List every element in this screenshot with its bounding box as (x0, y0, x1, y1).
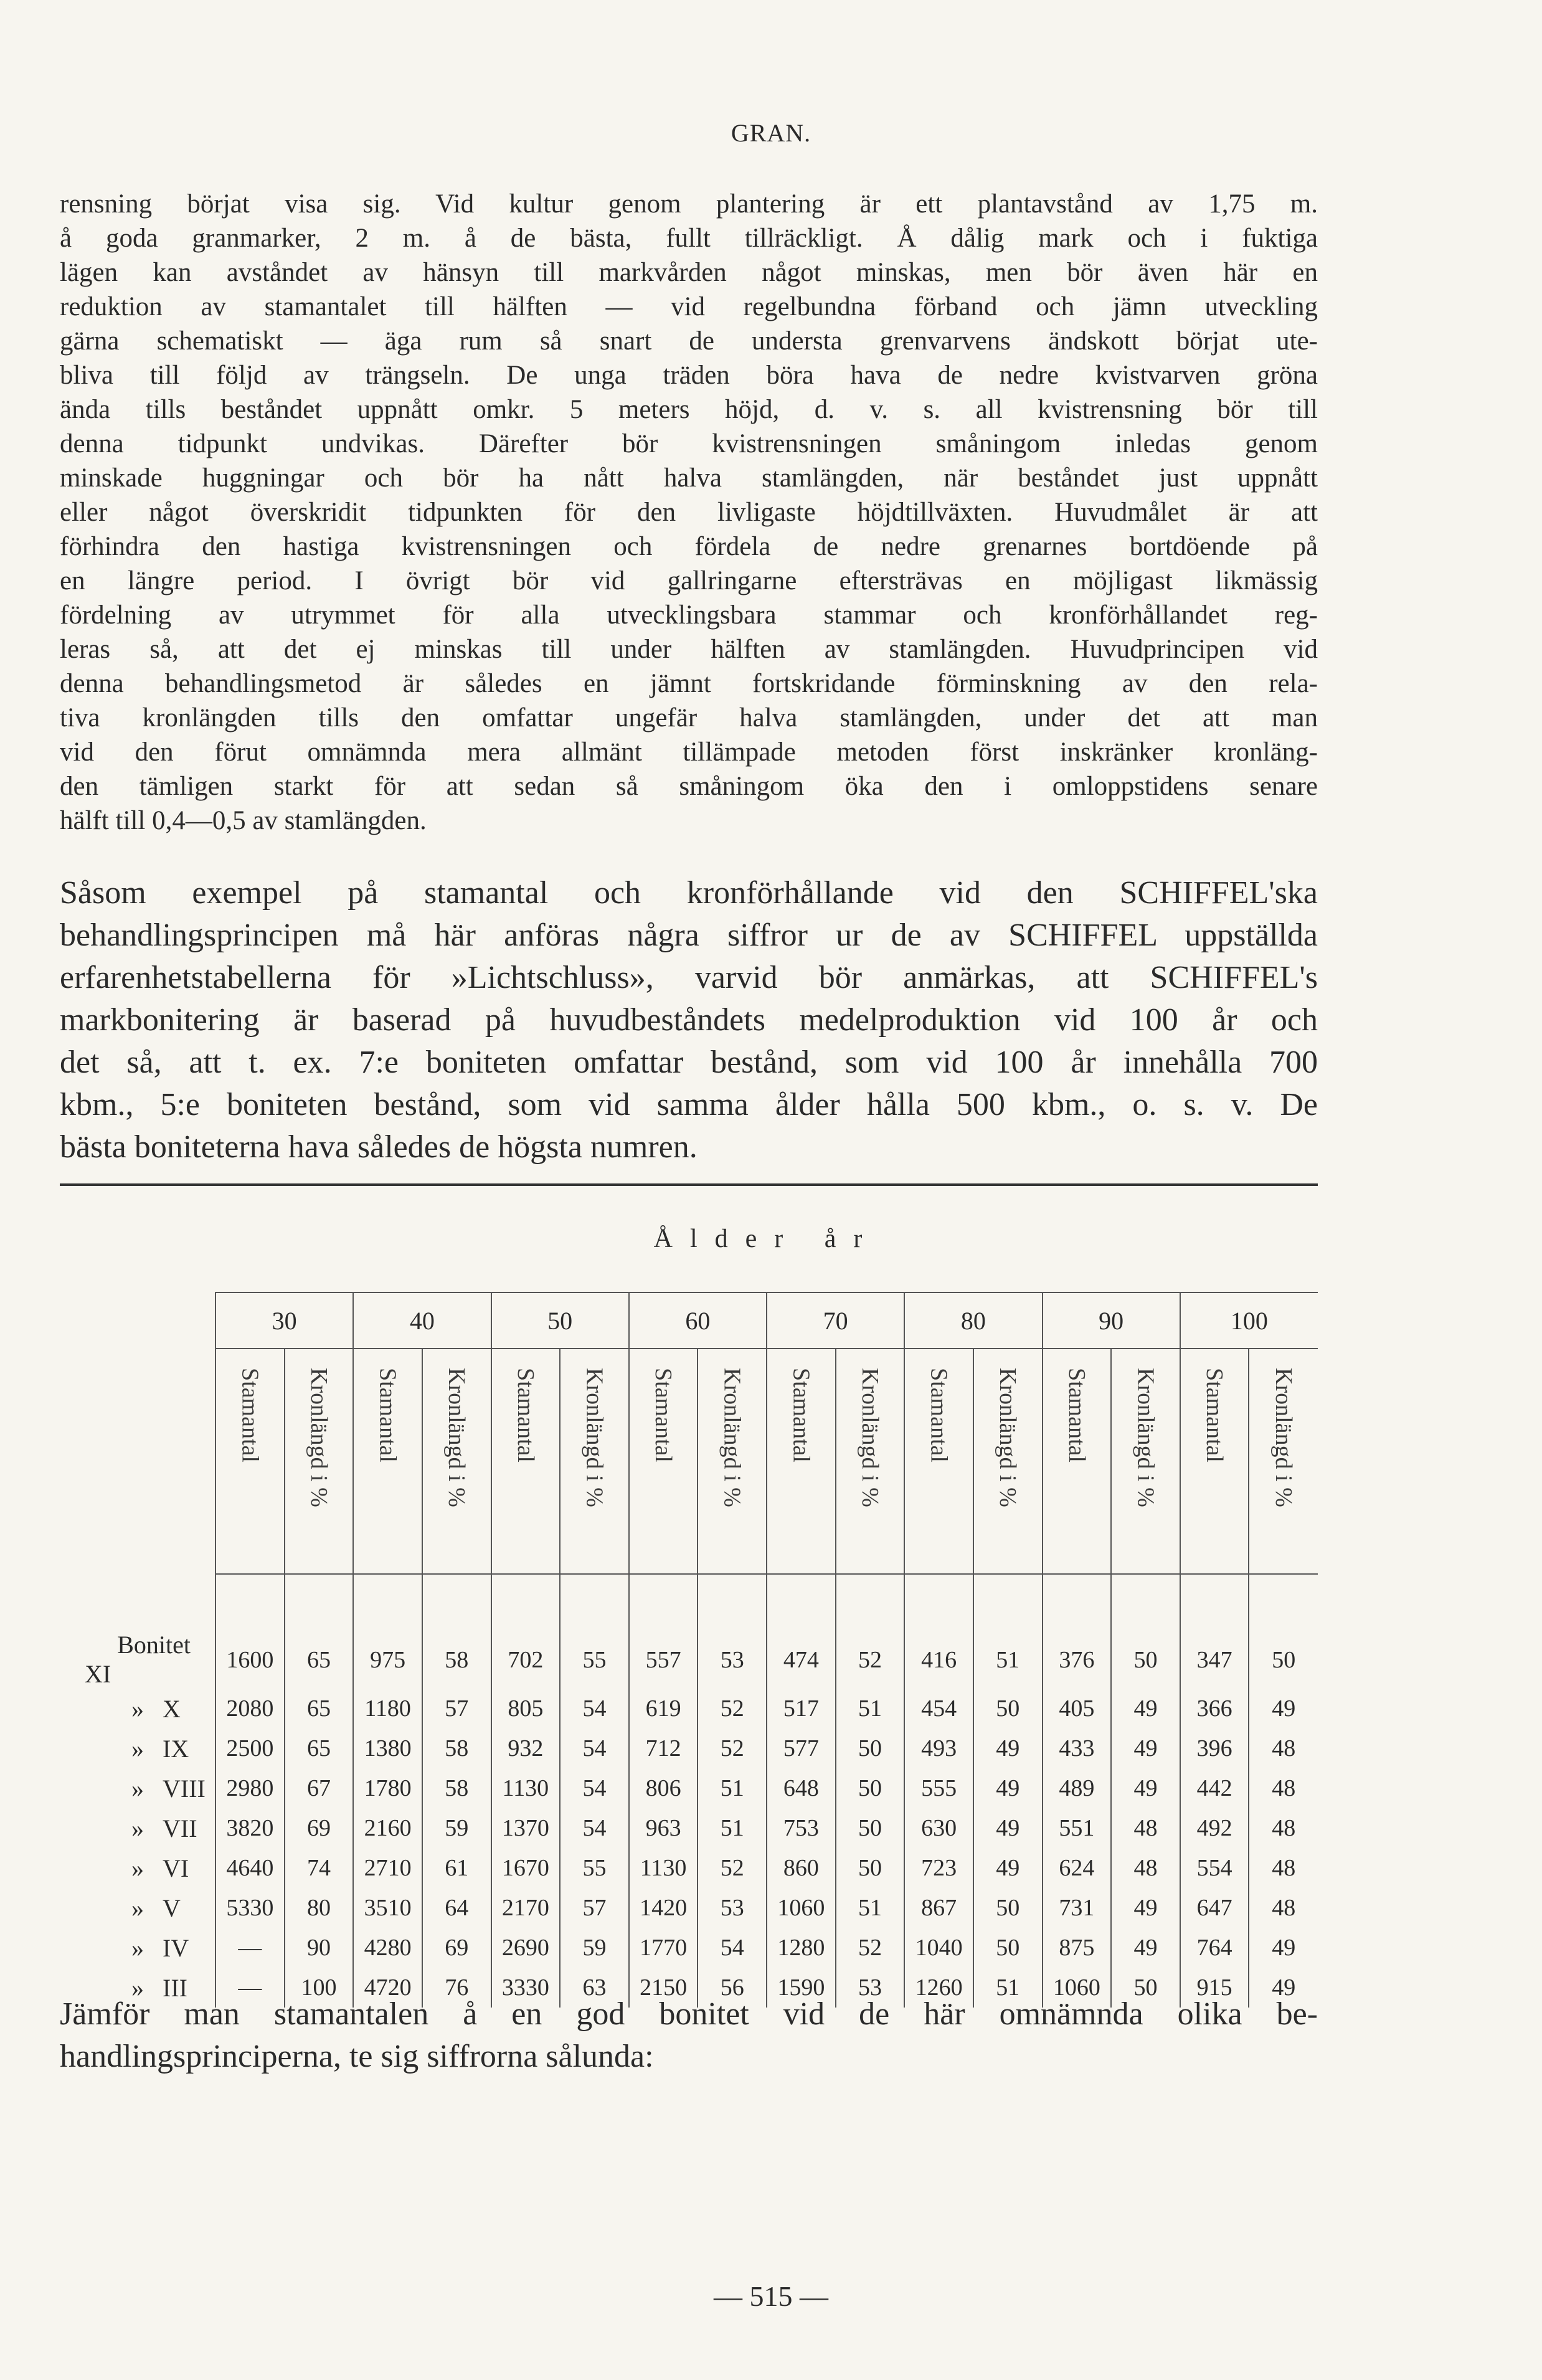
stamantal-value: 2980 (215, 1768, 285, 1808)
paragraph-3 (60, 1993, 1318, 2078)
table-row (60, 1728, 1318, 1768)
kronlangd-value: 53 (698, 1888, 767, 1928)
stamantal-value: 1600 (215, 1574, 285, 1689)
stamantal-value: 2500 (215, 1728, 285, 1768)
bonitet-class: VI (163, 1854, 189, 1882)
kronlangd-value: 50 (836, 1768, 905, 1808)
table-row (60, 1574, 1318, 1689)
stamantal-value: 630 (904, 1808, 973, 1848)
age-40: 40 (353, 1292, 491, 1349)
bonitet-class: VII (163, 1814, 197, 1842)
stamantal-value: 1130 (629, 1848, 698, 1888)
stamantal-value: 577 (767, 1728, 836, 1768)
kronlangd-value: 50 (1249, 1574, 1318, 1689)
kronlangd-value: 54 (560, 1728, 629, 1768)
column-stamantal: Stamantal (1063, 1368, 1090, 1463)
page-number: — 515 — (714, 2280, 828, 2312)
age-100: 100 (1180, 1292, 1318, 1349)
age-50: 50 (491, 1292, 629, 1349)
stamantal-value: 454 (904, 1689, 973, 1728)
stamantal-value: 442 (1180, 1768, 1249, 1808)
stamantal-value: 1590 (767, 1968, 836, 2008)
stamantal-value: 474 (767, 1574, 836, 1689)
kronlangd-value: 49 (1111, 1689, 1180, 1728)
kronlangd-value: 48 (1249, 1728, 1318, 1768)
kronlangd-value: 100 (285, 1968, 354, 2008)
kronlangd-value: 53 (698, 1574, 767, 1689)
kronlangd-value: 50 (836, 1728, 905, 1768)
kronlangd-value: 49 (1111, 1888, 1180, 1928)
kronlangd-value: 49 (1111, 1728, 1180, 1768)
stamantal-value: 4280 (353, 1928, 422, 1968)
kronlangd-value: 50 (1111, 1968, 1180, 2008)
kronlangd-value: 48 (1249, 1888, 1318, 1928)
stamantal-value: 1770 (629, 1928, 698, 1968)
kronlangd-value: 51 (698, 1768, 767, 1808)
stamantal-value: 3330 (491, 1968, 561, 2008)
stamantal-value: 1060 (767, 1888, 836, 1928)
kronlangd-value: 49 (973, 1848, 1043, 1888)
kronlangd-value: 58 (422, 1768, 491, 1808)
kronlangd-value: 51 (698, 1808, 767, 1848)
kronlangd-value: 49 (1111, 1768, 1180, 1808)
stamantal-value: 1180 (353, 1689, 422, 1728)
stamantal-value: 647 (1180, 1888, 1249, 1928)
row-prefix: » (131, 1814, 144, 1842)
stamantal-value: 932 (491, 1728, 561, 1768)
kronlangd-value: 67 (285, 1768, 354, 1808)
stamantal-value: 366 (1180, 1689, 1249, 1728)
text-line: Såsom exempel på stamantal och kronförhållande vid den SCHIFFEL'ska (60, 875, 1318, 911)
column-stamantal: Stamantal (374, 1368, 401, 1463)
page-header: GRAN. (731, 119, 811, 147)
age-70: 70 (767, 1292, 904, 1349)
kronlangd-value: 54 (560, 1808, 629, 1848)
stamantal-value: 963 (629, 1808, 698, 1848)
kronlangd-value: 51 (836, 1888, 905, 1928)
stamantal-value: 2150 (629, 1968, 698, 2008)
stamantal-value: 517 (767, 1689, 836, 1728)
stamantal-value: 1260 (904, 1968, 973, 2008)
kronlangd-value: 52 (836, 1928, 905, 1968)
kronlangd-value: 49 (973, 1808, 1043, 1848)
text-line: hälft till 0,4—0,5 av stamlängden. (60, 806, 427, 835)
kronlangd-value: 52 (836, 1574, 905, 1689)
age-80: 80 (904, 1292, 1042, 1349)
text-line: eller något överskridit tidpunkten för den livligaste höjdtillväxten. Huvudmålet är att (60, 498, 1318, 527)
text-line: bliva till följd av trängseln. De unga träden böra hava de nedre kvistvarven gröna (60, 361, 1318, 390)
text-line: minskade huggningar och bör ha nått halva stamlängden, när beståndet just uppnått (60, 463, 1318, 493)
text-line: lägen kan avståndet av hänsyn till markvården något minskas, men bör även här en (60, 258, 1318, 287)
stamantal-value: — (215, 1928, 285, 1968)
stamantal-value: 493 (904, 1728, 973, 1768)
paragraph-2 (60, 872, 1318, 1169)
row-prefix: » (131, 1894, 144, 1922)
text-line: gärna schematiskt — äga rum så snart de understa grenvarvens ändskott börjat ute- (60, 326, 1318, 356)
kronlangd-value: 56 (698, 1968, 767, 2008)
bonitet-class: XI (85, 1660, 111, 1688)
stamantal-value: 1130 (491, 1768, 561, 1808)
text-line: leras så, att det ej minskas till under hälften av stamlängden. Huvudprincipen vid (60, 635, 1318, 664)
column-stamantal: Stamantal (512, 1368, 539, 1463)
stamantal-value: 4640 (215, 1848, 285, 1888)
stamantal-value: 489 (1043, 1768, 1112, 1808)
paragraph-1 (60, 187, 1318, 838)
table (60, 1186, 1318, 2008)
text-line: det så, att t. ex. 7:e boniteten omfattar bestånd, som vid 100 år innehålla 700 (60, 1045, 1318, 1080)
kronlangd-value: 65 (285, 1574, 354, 1689)
kronlangd-value: 48 (1249, 1808, 1318, 1848)
kronlangd-value: 61 (422, 1848, 491, 1888)
kronlangd-value: 64 (422, 1888, 491, 1928)
stamantal-value: 624 (1043, 1848, 1112, 1888)
kronlangd-value: 54 (560, 1689, 629, 1728)
column-kronlangd: Kronlängd i % (581, 1368, 608, 1507)
kronlangd-value: 59 (560, 1928, 629, 1968)
stamantal-value: 1380 (353, 1728, 422, 1768)
kronlangd-value: 48 (1249, 1768, 1318, 1808)
row-prefix: » (131, 1694, 144, 1723)
stamantal-value: 2160 (353, 1808, 422, 1848)
text-line: fördelning av utrymmet för alla utvecklingsbara stammar och kronförhållandet reg- (60, 600, 1318, 630)
text-line: bästa boniteterna hava således de högsta numren. (60, 1129, 698, 1165)
bonitet-table (60, 1183, 1318, 2008)
text-line: rensning börjat visa sig. Vid kultur genom plantering är ett plantavstånd av 1,75 m. (60, 189, 1318, 219)
stamantal-value: 875 (1043, 1928, 1112, 1968)
stamantal-value: 723 (904, 1848, 973, 1888)
kronlangd-value: 55 (560, 1848, 629, 1888)
age-90: 90 (1043, 1292, 1180, 1349)
row-prefix: » (131, 1973, 144, 2002)
text-line: markbonitering är baserad på huvudbeståndets medelproduktion vid 100 år och (60, 1002, 1318, 1038)
kronlangd-value: 50 (973, 1888, 1043, 1928)
column-kronlangd: Kronlängd i % (995, 1368, 1021, 1507)
stamantal-value: 551 (1043, 1808, 1112, 1848)
table-row (60, 1928, 1318, 1968)
stamantal-value: 554 (1180, 1848, 1249, 1888)
stamantal-value: 405 (1043, 1689, 1112, 1728)
text-line: tiva kronlängden tills den omfattar ungefär halva stamlängden, under det att man (60, 703, 1318, 732)
stamantal-value: 731 (1043, 1888, 1112, 1928)
text-line: Jämför man stamantalen å en god bonitet vid de här omnämnda olika be- (60, 1996, 1318, 2032)
kronlangd-value: 49 (1249, 1928, 1318, 1968)
kronlangd-value: 69 (422, 1928, 491, 1968)
column-stamantal: Stamantal (650, 1368, 677, 1463)
bonitet-class: VIII (163, 1774, 206, 1803)
kronlangd-value: 50 (973, 1689, 1043, 1728)
text-line: kbm., 5:e boniteten bestånd, som vid samma ålder hålla 500 kbm., o. s. v. De (60, 1087, 1318, 1122)
kronlangd-value: 50 (836, 1848, 905, 1888)
column-stamantal: Stamantal (237, 1368, 263, 1463)
text-line: den tämligen starkt för att sedan så småningom öka den i omloppstidens senare (60, 772, 1318, 801)
kronlangd-value: 90 (285, 1928, 354, 1968)
kronlangd-value: 49 (973, 1728, 1043, 1768)
column-stamantal: Stamantal (1201, 1368, 1228, 1463)
kronlangd-value: 54 (560, 1768, 629, 1808)
stamantal-value: 764 (1180, 1928, 1249, 1968)
kronlangd-value: 49 (1111, 1928, 1180, 1968)
stamantal-value: 416 (904, 1574, 973, 1689)
kronlangd-value: 80 (285, 1888, 354, 1928)
text-line: reduktion av stamantalet till hälften — vid regelbundna förband och jämn utveckling (60, 292, 1318, 321)
stamantal-value: 1280 (767, 1928, 836, 1968)
kronlangd-value: 54 (698, 1928, 767, 1968)
stamantal-value: 2710 (353, 1848, 422, 1888)
stamantal-value: 347 (1180, 1574, 1249, 1689)
kronlangd-value: 52 (698, 1728, 767, 1768)
row-prefix: Bonitet (117, 1631, 191, 1659)
kronlangd-value: 76 (422, 1968, 491, 2008)
column-stamantal: Stamantal (788, 1368, 815, 1463)
row-prefix: » (131, 1854, 144, 1882)
kronlangd-value: 74 (285, 1848, 354, 1888)
kronlangd-value: 51 (973, 1968, 1043, 2008)
column-kronlangd: Kronlängd i % (719, 1368, 745, 1507)
stamantal-value: 1060 (1043, 1968, 1112, 2008)
stamantal-value: 712 (629, 1728, 698, 1768)
stamantal-value: 492 (1180, 1808, 1249, 1848)
column-stamantal: Stamantal (925, 1368, 952, 1463)
kronlangd-value: 52 (698, 1689, 767, 1728)
kronlangd-value: 69 (285, 1808, 354, 1848)
column-kronlangd: Kronlängd i % (1270, 1368, 1297, 1507)
kronlangd-value: 57 (422, 1689, 491, 1728)
stamantal-value: 860 (767, 1848, 836, 1888)
stamantal-value: 555 (904, 1768, 973, 1808)
kronlangd-value: 48 (1111, 1808, 1180, 1848)
table-row (60, 1888, 1318, 1928)
age-30: 30 (215, 1292, 353, 1349)
stamantal-value: 3510 (353, 1888, 422, 1928)
stamantal-value: 557 (629, 1574, 698, 1689)
kronlangd-value: 52 (698, 1848, 767, 1888)
stamantal-value: 5330 (215, 1888, 285, 1928)
row-prefix: » (131, 1774, 144, 1803)
stamantal-value: 2690 (491, 1928, 561, 1968)
stamantal-value: 4720 (353, 1968, 422, 2008)
bonitet-class: V (163, 1894, 181, 1922)
stamantal-value: 619 (629, 1689, 698, 1728)
kronlangd-value: 51 (973, 1574, 1043, 1689)
kronlangd-value: 65 (285, 1728, 354, 1768)
stamantal-value: 1040 (904, 1928, 973, 1968)
column-kronlangd: Kronlängd i % (856, 1368, 883, 1507)
text-line: handlingsprinciperna, te sig siffrorna sålunda: (60, 2039, 654, 2074)
stamantal-value: 806 (629, 1768, 698, 1808)
table-row (60, 1689, 1318, 1728)
kronlangd-value: 50 (973, 1928, 1043, 1968)
stamantal-value: 867 (904, 1888, 973, 1928)
kronlangd-value: 53 (836, 1968, 905, 2008)
kronlangd-value: 49 (1249, 1968, 1318, 2008)
age-60: 60 (629, 1292, 767, 1349)
bonitet-class: IX (163, 1734, 189, 1763)
column-kronlangd: Kronlängd i % (443, 1368, 470, 1507)
text-line: erfarenhetstabellerna för »Lichtschluss», varvid bör anmärkas, att SCHIFFEL's (60, 960, 1318, 995)
text-line: denna tidpunkt undvikas. Därefter bör kvistrensningen småningom inledas genom (60, 429, 1318, 458)
stamantal-value: 648 (767, 1768, 836, 1808)
stamantal-value: 1420 (629, 1888, 698, 1928)
text-line: denna behandlingsmetod är således en jämnt fortskridande förminskning av den rela- (60, 669, 1318, 698)
bonitet-class: X (163, 1694, 181, 1723)
kronlangd-value: 63 (560, 1968, 629, 2008)
stamantal-value: 376 (1043, 1574, 1112, 1689)
row-prefix: » (131, 1933, 144, 1962)
kronlangd-value: 50 (1111, 1574, 1180, 1689)
kronlangd-value: 50 (836, 1808, 905, 1848)
stamantal-value: 2170 (491, 1888, 561, 1928)
bonitet-class: III (163, 1973, 187, 2002)
stamantal-value: 975 (353, 1574, 422, 1689)
stamantal-value: 433 (1043, 1728, 1112, 1768)
stamantal-value: — (215, 1968, 285, 2008)
stamantal-value: 1370 (491, 1808, 561, 1848)
text-line: förhindra den hastiga kvistrensningen och fördela de nedre grenarnes bortdöende på (60, 532, 1318, 561)
stamantal-value: 915 (1180, 1968, 1249, 2008)
age-title: Ålder år (653, 1225, 880, 1253)
text-line: vid den förut omnämnda mera allmänt tillämpade metoden först inskränker kronläng- (60, 737, 1318, 767)
kronlangd-value: 59 (422, 1808, 491, 1848)
table-row (60, 1808, 1318, 1848)
kronlangd-value: 58 (422, 1728, 491, 1768)
stamantal-value: 702 (491, 1574, 561, 1689)
column-kronlangd: Kronlängd i % (305, 1368, 332, 1507)
text-line: ända tills beståndet uppnått omkr. 5 meters höjd, d. v. s. all kvistrensning bör till (60, 395, 1318, 424)
text-line: en längre period. I övrigt bör vid gallringarne eftersträvas en möjligast likmässig (60, 566, 1318, 595)
text-line: behandlingsprincipen må här anföras några siffror ur de av SCHIFFEL uppställda (60, 917, 1318, 953)
text-line: å goda granmarker, 2 m. å de bästa, fullt tillräckligt. Å dålig mark och i fuktiga (60, 224, 1318, 253)
stamantal-value: 1780 (353, 1768, 422, 1808)
stamantal-value: 2080 (215, 1689, 285, 1728)
kronlangd-value: 48 (1249, 1848, 1318, 1888)
stamantal-value: 396 (1180, 1728, 1249, 1768)
kronlangd-value: 57 (560, 1888, 629, 1928)
kronlangd-value: 55 (560, 1574, 629, 1689)
stamantal-value: 753 (767, 1808, 836, 1848)
row-prefix: » (131, 1734, 144, 1763)
stamantal-value: 1670 (491, 1848, 561, 1888)
kronlangd-value: 48 (1111, 1848, 1180, 1888)
stamantal-value: 3820 (215, 1808, 285, 1848)
kronlangd-value: 58 (422, 1574, 491, 1689)
kronlangd-value: 65 (285, 1689, 354, 1728)
stamantal-value: 805 (491, 1689, 561, 1728)
column-kronlangd: Kronlängd i % (1132, 1368, 1159, 1507)
kronlangd-value: 51 (836, 1689, 905, 1728)
table-row (60, 1768, 1318, 1808)
kronlangd-value: 49 (1249, 1689, 1318, 1728)
bonitet-class: IV (163, 1933, 189, 1962)
table-row (60, 1848, 1318, 1888)
kronlangd-value: 49 (973, 1768, 1043, 1808)
